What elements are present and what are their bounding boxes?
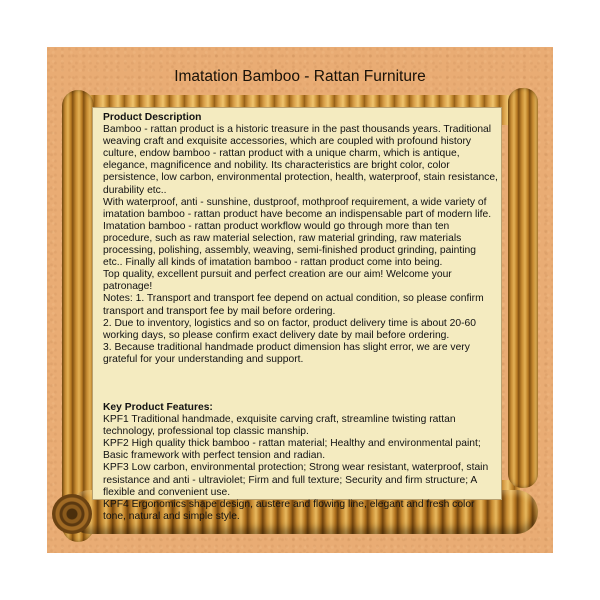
bamboo-roll-left xyxy=(62,90,94,542)
notes-paragraph: 2. Due to inventory, logistics and so on factor, product delivery time is about 20-60 working days, so please confirm exact delivery date by mail before ordering. xyxy=(103,317,476,341)
content xyxy=(103,112,498,523)
notes-paragraph: Notes: 1. Transport and transport fee depend on actual condition, so please confirm transport and transport fee by mail before ordering. xyxy=(103,293,484,317)
description-heading: Product Description xyxy=(103,112,202,123)
bamboo-roll-end-icon xyxy=(52,494,92,534)
feature-item: KPF1 Traditional handmade, exquisite carving craft, streamline twisting rattan technology, professional top classic manship. xyxy=(103,414,456,438)
description-paragraph: Top quality, excellent pursuit and perfect creation are our aim! Welcome your patronage! xyxy=(103,269,452,293)
bamboo-roll-right xyxy=(508,88,538,488)
description-paragraph: Bamboo - rattan product is a historic treasure in the past thousands years. Traditional weaving craft and exquisite accessories, which are coupled with profound history culture, endow bamboo - rattan product with a unique charm, which is antique, elegance, magnificence and nobility. Its characteristics are bright color, color persistence, low carbon, environmental protection, health, waterproof, stain resistance, durability etc.. xyxy=(103,124,498,196)
spacer xyxy=(103,366,498,402)
description-paragraph: With waterproof, anti - sunshine, dustproof, mothproof requirement, a wide variety of imatation bamboo - rattan product have become an indispensable part of modern life. Imatation bamboo - rattan product workflow would go through more than ten procedure, such as raw material selection, raw material grinding, raw materials processing, polishing, assembly, weaving, semi-finished product grinding, painting etc.. Finally all kinds of imatation bamboo - rattan product come into being. xyxy=(103,196,492,269)
feature-item: KPF2 High quality thick bamboo - rattan material; Healthy and environmental paint; Basic framework with perfect tension and radian. xyxy=(103,438,481,462)
feature-item: KPF4 Ergonomics shape design, austere and flowing line, elegant and fresh color tone, natural and simple style. xyxy=(103,498,475,522)
features-heading: Key Product Features: xyxy=(103,401,213,413)
page-title: Imatation Bamboo - Rattan Furniture xyxy=(174,68,426,85)
notes-paragraph: 3. Because traditional handmade product dimension has slight error, we are very grateful for your understanding and support. xyxy=(103,341,470,365)
feature-item: KPF3 Low carbon, environmental protection; Strong wear resistant, waterproof, stain resistance and anti - ultraviolet; Firm and full texture; Security and firm structure; A flexible and convenient use. xyxy=(103,462,489,498)
